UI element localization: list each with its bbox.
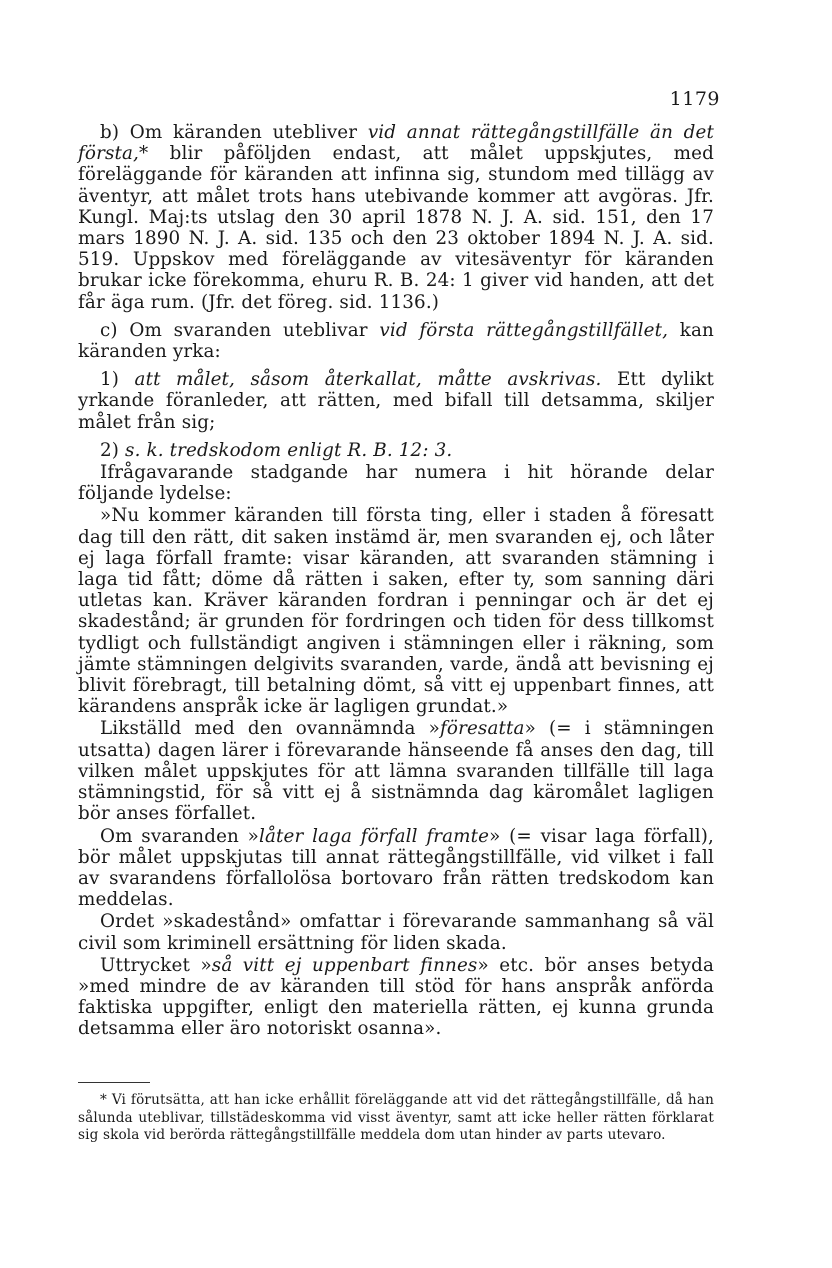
paragraph — [78, 911, 714, 953]
italic-text: s. k. tredskodom enligt R. B. 12: 3. — [125, 439, 453, 461]
italic-text: så vitt ej uppenbart finnes — [211, 954, 478, 976]
text-run: * blir påföljden endast, att målet uppskjutes, med föreläggande för käranden att infinna sig, stundom med tillägg av äventyr, att målet trots hans utebivande kommer att avgöras. Jfr. Kungl. Maj:ts utslag den 30 april 1878 N. J. A. sid. 151, den 17 mars 1890 N. J. A. sid. 135 och den 23 oktober 1894 N. J. A. sid. 519. Uppskov med föreläggande av vitesäventyr för käranden brukar icke förekomma, ehuru R. B. 24: 1 giver vid handen, att det får äga rum. (Jfr. det föreg. sid. 1136.) — [78, 143, 714, 313]
text-run: kan käranden yrka: — [78, 319, 714, 363]
text-run: Om svaranden » — [100, 825, 259, 847]
text-run: 1) — [100, 369, 135, 391]
paragraph — [78, 718, 714, 824]
page-number: 1179 — [669, 88, 720, 110]
italic-text: att målet, såsom återkallat, måtte avskrivas. — [134, 369, 602, 391]
text-run: c) Om svaranden uteblivar — [100, 319, 380, 341]
paragraph — [78, 369, 714, 433]
footnote-rule — [78, 1082, 150, 1083]
text-run: » etc. bör anses betyda »med mindre de av käranden till stöd för hans anspråk anförda faktiska uppgifter, enligt den materiella rätten, ej kunna grunda detsamma eller äro notoriskt osanna». — [78, 954, 714, 1040]
italic-text: vid annat rättegångstillfälle än det första, — [78, 122, 714, 165]
paragraph — [78, 440, 714, 461]
footnote-text: * Vi förutsätta, att han icke erhållit föreläggande att vid det rättegångstillfälle, då han sålunda uteblivar, tillstädeskomma vid visst äventyr, samt att icke heller rätten förklarat sig skola vid berörda rättegångstillfälle meddela dom utan hinder av parts utevaro. — [78, 1092, 714, 1144]
text-run: Ifrågavarande stadgande har numera i hit hörande delar följande lydelse: — [78, 462, 714, 505]
text-run: »Nu kommer käranden till första ting, eller i staden å föresatt dag till den rätt, dit saken instämd är, men svaranden ej, och låter ej laga förfall framte: visar käranden, att svaranden stämning i laga tid fått; döme då rätten i saken, efter ty, som sanning däri utletas kan. Kräver käranden fordran i penningar och är det ej skadestånd; är grunden för fordringen och tiden för dess tillkomst tydligt och fullständigt angiven i stämningen eller i räkning, som jämte stämningen delgivits svaranden, varde, ändå att bevisning ej blivit förebragt, till betalning dömt, så vitt ej uppenbart finnes, att kärandens anspråk icke är lagligen grundat.» — [78, 505, 714, 718]
text-run: Uttrycket » — [100, 954, 212, 976]
italic-text: vid första rättegångstillfället, — [379, 319, 669, 341]
text-run: » (= i stämningen utsatta) dagen lärer i förevarande hänseende få anses den dag, till vilken målet uppskjutes för att lämna svaranden tillfälle till laga stämningstid, för så vitt ej å sistnämnda dag käromålet lagligen bör anses förfallet. — [78, 718, 715, 825]
paragraph — [78, 826, 714, 911]
paragraph — [78, 955, 714, 1040]
text-run: Ordet »skadestånd» omfattar i förevarande sammanhang så väl civil som kriminell ersättning för liden skada. — [78, 911, 714, 954]
italic-text: låter laga förfall framte — [259, 825, 490, 847]
text-run: » (= visar laga förfall), bör målet uppskjutas till annat rättegångstillfälle, vid vilket i fall av svarandens förfallolösa bortovaro från rätten tredskodom kan meddelas. — [78, 825, 714, 911]
paragraph — [78, 320, 714, 362]
paragraph — [78, 505, 714, 717]
body-text — [78, 122, 714, 1041]
paragraph — [78, 122, 714, 313]
paragraph — [78, 462, 714, 504]
text-run: 2) — [100, 439, 126, 461]
italic-text: föresatta — [440, 718, 525, 740]
text-run: Likställd med den ovannämnda » — [100, 718, 440, 740]
footnote — [78, 1092, 714, 1145]
text-run: b) Om käranden utebliver — [100, 122, 368, 143]
text-run: Ett dylikt yrkande föranleder, att rätten, med bifall till detsamma, skiljer målet från sig; — [78, 369, 714, 433]
